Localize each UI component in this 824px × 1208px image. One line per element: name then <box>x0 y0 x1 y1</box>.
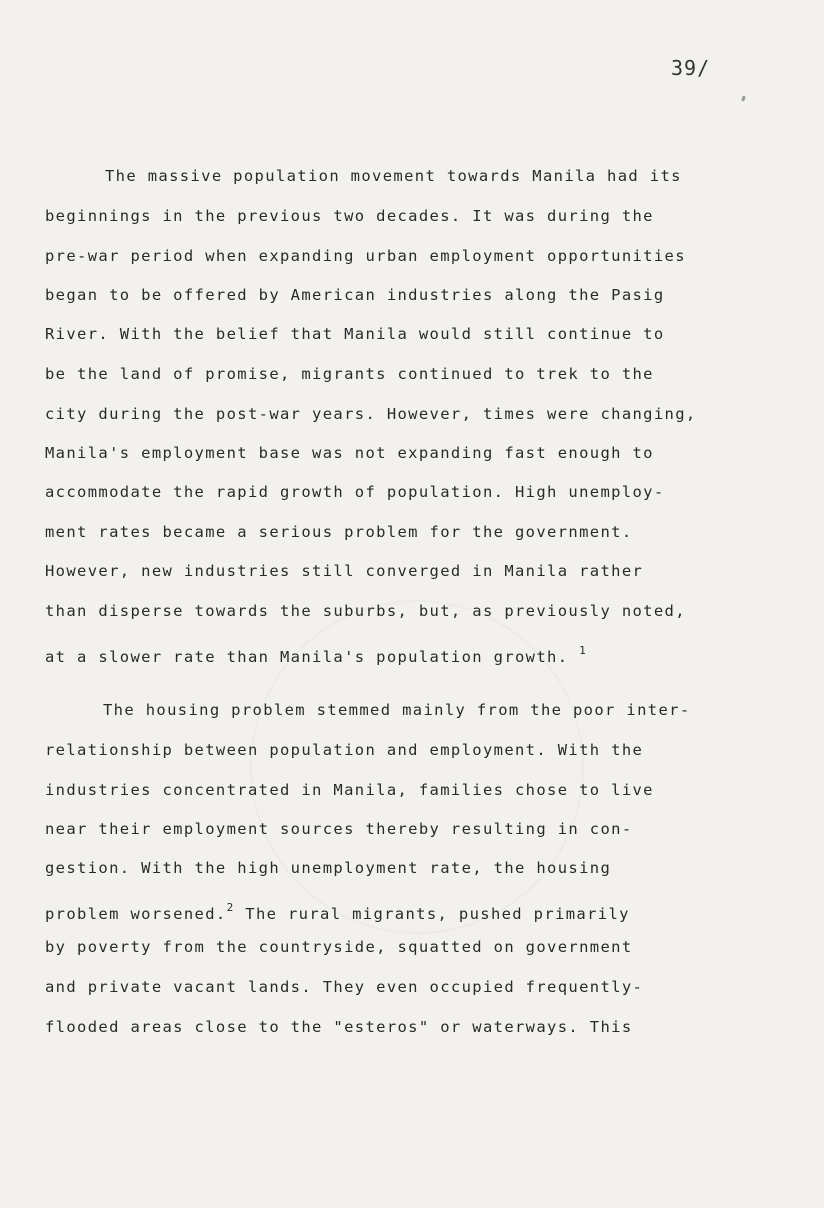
p2-line-7: by poverty from the countryside, squatted on government <box>45 938 633 956</box>
p1-line-3: pre-war period when expanding urban employment opportunities <box>45 247 686 265</box>
p1-line-11: However, new industries still converged in Manila rather <box>45 562 644 580</box>
footnote-ref-1: 1 <box>579 644 588 657</box>
p2-line-6-rest: The rural migrants, pushed primarily <box>245 905 630 923</box>
p1-line-7: city during the post-war years. However, times were changing, <box>45 405 697 423</box>
p2-line-2: relationship between population and employment. With the <box>45 741 644 759</box>
p2-line-8: and private vacant lands. They even occupied frequently- <box>45 978 644 996</box>
p2-line-6-text: problem worsened. <box>45 905 227 923</box>
p2-line-6 <box>45 898 630 924</box>
p1-line-6: be the land of promise, migrants continued to trek to the <box>45 365 654 383</box>
p1-line-1: The massive population movement towards Manila had its <box>105 167 682 185</box>
page-number: 39/ <box>671 56 711 80</box>
footnote-ref-2: 2 <box>226 901 235 914</box>
p1-line-5: River. With the belief that Manila would still continue to <box>45 325 665 343</box>
p2-line-3: industries concentrated in Manila, families chose to live <box>45 781 654 799</box>
p1-line-4: began to be offered by American industries along the Pasig <box>45 286 665 304</box>
p1-line-13-text: at a slower rate than Manila's population growth. <box>45 648 569 666</box>
p2-line-9: flooded areas close to the "esteros" or waterways. This <box>45 1018 633 1036</box>
p2-line-4: near their employment sources thereby resulting in con- <box>45 820 633 838</box>
p1-line-10: ment rates became a serious problem for the government. <box>45 523 633 541</box>
p1-line-13 <box>45 641 587 667</box>
p1-line-2: beginnings in the previous two decades. It was during the <box>45 207 654 225</box>
stray-mark <box>741 96 746 102</box>
p1-line-9: accommodate the rapid growth of population. High unemploy- <box>45 483 665 501</box>
p2-line-5: gestion. With the high unemployment rate, the housing <box>45 859 612 877</box>
p2-line-1: The housing problem stemmed mainly from the poor inter- <box>103 701 691 719</box>
p1-line-12: than disperse towards the suburbs, but, as previously noted, <box>45 602 686 620</box>
p1-line-8: Manila's employment base was not expanding fast enough to <box>45 444 654 462</box>
